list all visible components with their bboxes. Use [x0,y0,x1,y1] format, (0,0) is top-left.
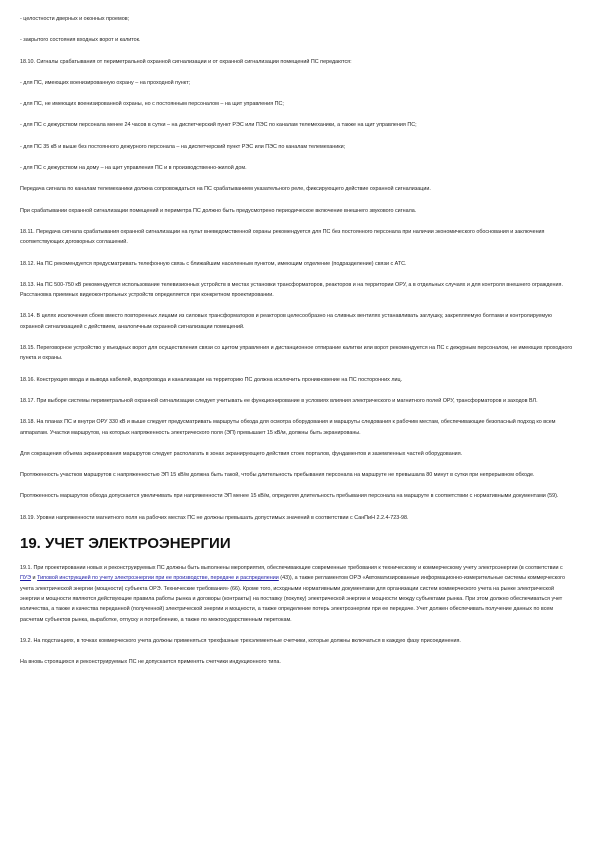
paragraph-18-13: 18.13. На ПС 500-750 кВ рекомендуется использование телевизионных устройств в местах установки трансформаторов, реакторов и на территории ОРУ, а в отдельных случаях и для контроля внешнего ограждения. Расстановка приемных видеоконтрольных устройств определяется при конкретном проектировании. [20,281,563,299]
paragraph-18-12: 18.12. На ПС рекомендуется предусматривать телефонную связь с ближайшим населенным пунктом, имеющим отделение (подразделение) связи с АТС. [20,260,407,267]
paragraph-19-1-text-b: и [31,575,38,582]
paragraph-18-19: 18.19. Уровни напряженности магнитного поля на рабочих местах ПС не должны превышать допустимых значений в соответствии с СанПиН 2.2.4-723-98. [20,514,409,521]
paragraph-sound-signal: При срабатывании охранной сигнализации помещений и периметра ПС должно быть предусмотрено периодическое включение внешнего звукового сигнала. [20,207,417,214]
paragraph-18-17: 18.17. При выборе системы периметральной охранной сигнализации следует учитывать ее функционирование в условиях влияния электрического и магнитного полей ОРУ, трансформаторов и заходов ВЛ. [20,397,538,404]
list-item-gates: - закрытого состояния входных ворот и калиток. [20,37,141,44]
paragraph-route-extension: Протяженность маршрутов обхода допускается увеличивать при напряженности ЭП менее 15 кВ/м, определяя длительность пребывания персонала на маршруте в соответствии с нормативными документами (59). [20,493,559,500]
paragraph-18-15: 18.15. Переговорное устройство у въездных ворот для осуществления связи со щитом управления и дистанционное отпирание калитки или ворот рекомендуется на ПС с дежурным персоналом, не имеющих проходного пункта и охраны. [20,345,573,362]
paragraph-18-11: 18.11. Передача сигнала срабатывания охранной сигнализации на пульт вневедомственной охраны рекомендуется для ПС без постоянного персонала при наличии экономического обоснования и заключения соответствующих договорных соглашений. [20,228,545,246]
typical-instruction-link[interactable]: Типовой инструкцией по учету электроэнергии при ее производстве, передаче и распределении [37,575,279,582]
paragraph-19-1-text-c: (43)), а также регламентом ОРЭ «Автоматизированные информационно-измерительные системы коммерческого учета электрической энергии (мощности) субъекта ОРЭ. Технические требования» (66). Кроме того, исходными нормативными документами для организации систем коммерческого учета на рынке электрической энергии и мощности являются действующие правила работы рынка и договоры (контракты) на поставку (покупку) электрической энергии и мощности между субъектами рынка. При этом должно обеспечиваться учет количества, а также и качества переданной (полученной) электрической энергии и мощности, а также определение потерь электроэнергии при ее передаче. Учет должен обеспечивать получение данных по всем расчетам субъектов рынка, выработке, отпуску и потреблению, а также по межгосударственным перетокам. [20,575,565,623]
paragraph-19-1-text-a: 19.1. При проектировании новых и реконструируемых ПС должны быть выполнены мероприятия, обеспечивающие современные требования к техническому и коммерческому учету электроэнергии (в соответствии с [20,565,563,572]
paragraph-19-2: 19.2. На подстанциях, в точках коммерческого учета должны применяться трехфазные трехэлементные счетчики, которые должны включаться в каждую фазу присоединения. [20,637,461,644]
list-item-guarded: - для ПС, имеющих военизированную охрану – на проходной пункт; [20,79,191,86]
section-heading: 19. УЧЕТ ЭЛЕКТРОЭНЕРГИИ [20,535,231,553]
list-item-home-duty: - для ПС с дежурством на дому – на щит управления ПС и в производственно-жилой дом. [20,165,247,172]
paragraph-18-18: 18.18. На планах ПС и внутри ОРУ 330 кВ и выше следует предусматривать маршруты обхода для осмотра оборудования и маршруты следования к рабочим местам, обеспечивающие безопасный подход ко всем аппаратам. Участки маршрутов, на которых напряженность электрического поля (ЭП) превышает 15 кВ/м, должны быть экранированы. [20,419,556,436]
list-item-doors: - целостности дверных и оконных проемов; [20,16,130,22]
list-item-35kv: - для ПС 35 кВ и выше без постоянного дежурного персонала – на диспетчерский пункт РЭС или ПЭС по каналам телемеханики; [20,143,346,150]
paragraph-18-14: 18.14. В целях исключения сбоев вместо повторенных лицами из силовых трансформаторов и реакторов целесообразно на сливных вентилях устанавливать заглушку, закрепляемую болтами и контролируемую охранной сигнализацией с действием, аналогичным охранной сигнализации помещений. [20,313,552,330]
paragraph-18-10: 18.10. Сигналы срабатывания от периметральной охранной сигнализации и от охранной сигнализации помещений ПС передаются: [20,58,352,65]
list-item-permanent-staff: - для ПС, не имеющих военизированной охраны, но с постоянным персоналом – на щит управления ПС; [20,101,284,108]
paragraph-shielding: Для сокращения объема экранирования маршрутов следует располагать в зонах экранирующего действия стоек порталов, фундаментов и заземленных частей оборудования. [20,450,463,457]
pue-link[interactable]: ПУЭ [20,575,32,582]
paragraph-induction-meters: На вновь строящихся и реконструируемых ПС не допускается применять счетчики индукционного типа. [20,659,281,666]
document-body [20,14,575,678]
list-item-part-time-staff: - для ПС с дежурством персонала менее 24 часов в сутки – на диспетчерский пункт РЭС или ПЭС по каналам телемеханики, а также на щит управления ПС; [20,122,417,129]
paragraph-18-16: 18.16. Конструкция ввода и вывода кабелей, водопровода и канализации на территорию ПС должна исключить проникновение на ПС посторонних лиц. [20,376,403,383]
paragraph-19-1 [20,563,575,625]
paragraph-route-length: Протяженность участков маршрутов с напряженностью ЭП 15 кВ/м должна быть такой, чтобы длительность пребывания персонала на маршруте не превышала 80 минут в сутки при непрерывном обходе. [20,472,535,479]
paragraph-telemechanics: Передача сигнала по каналам телемеханики должна сопровождаться на ПС срабатыванием указательного реле, фиксирующего действие охранной сигнализации. [20,186,431,193]
